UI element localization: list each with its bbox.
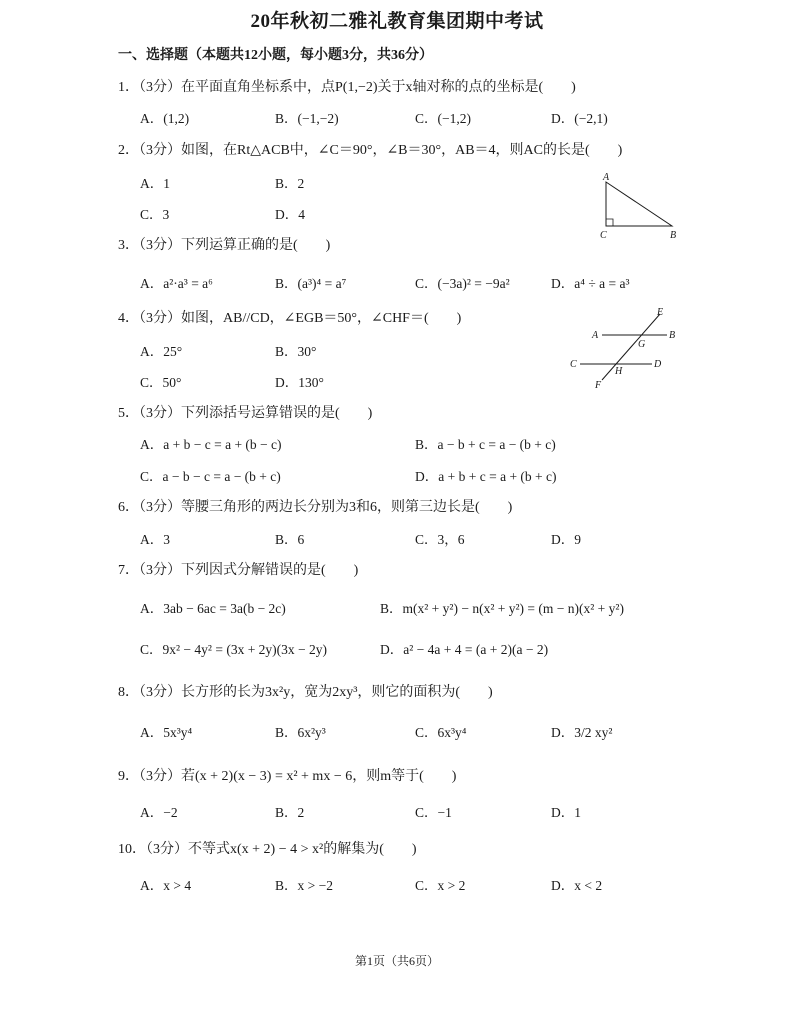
question-3-stem: 3．（3分）下列运算正确的是( ) — [118, 238, 331, 253]
q9-option-c[interactable]: C．−1 — [415, 805, 452, 820]
q7-option-b[interactable]: B．m(x² + y²) − n(x² + y²) = (m − n)(x² + y²) — [380, 601, 624, 616]
q7-option-a[interactable]: A．3ab − 6ac = 3a(b − 2c) — [140, 601, 286, 616]
question-1-stem: 1．（3分）在平面直角坐标系中，点P(1,−2)关于x轴对称的点的坐标是( ) — [118, 80, 576, 95]
q2-option-c[interactable]: C．3 — [140, 207, 170, 222]
q5-option-d[interactable]: D．a + b + c = a + (b + c) — [415, 469, 557, 484]
q10-option-d[interactable]: D．x < 2 — [551, 878, 603, 893]
triangle-shape — [606, 182, 672, 226]
q2-option-d[interactable]: D．4 — [275, 207, 305, 222]
q2-option-a[interactable]: A．1 — [140, 176, 170, 191]
triangle-label-b: B — [670, 230, 677, 241]
q10-option-a[interactable]: A．x > 4 — [140, 878, 192, 893]
q6-option-b[interactable]: B．6 — [275, 532, 305, 547]
q8-option-a[interactable]: A．5x³y⁴ — [140, 725, 193, 740]
triangle-label-c: C — [600, 230, 607, 241]
question-7-stem: 7．（3分）下列因式分解错误的是( ) — [118, 563, 359, 578]
page-footer: 第1页（共6页） — [354, 954, 439, 968]
question-2-stem: 2．（3分）如图，在Rt△ACB中，∠C＝90°，∠B＝30°，AB＝4，则AC的长是( ) — [118, 143, 623, 158]
q6-option-c[interactable]: C．3，6 — [415, 532, 465, 547]
q3-option-a[interactable]: A．a²·a³ = a⁶ — [140, 276, 213, 291]
q7-option-c[interactable]: C．9x² − 4y² = (3x + 2y)(3x − 2y) — [140, 642, 328, 657]
line-label-h: H — [615, 366, 623, 377]
question-5-stem: 5．（3分）下列添括号运算错误的是( ) — [118, 406, 373, 421]
question-4-stem: 4．（3分）如图，AB//CD，∠EGB＝50°，∠CHF＝( ) — [118, 311, 462, 326]
q1-option-c[interactable]: C．(−1,2) — [415, 111, 471, 126]
line-label-g: G — [638, 339, 646, 350]
line-label-a: A — [592, 330, 599, 341]
q5-option-b[interactable]: B．a − b + c = a − (b + c) — [415, 437, 556, 452]
q3-option-b[interactable]: B．(a³)⁴ = a⁷ — [275, 276, 347, 291]
line-label-e: E — [657, 307, 664, 318]
transversal-ef — [602, 314, 660, 380]
q6-option-d[interactable]: D．9 — [551, 532, 581, 547]
parallel-lines-figure — [562, 302, 692, 392]
q3-option-c[interactable]: C．(−3a)² = −9a² — [415, 276, 510, 291]
triangle-label-a: A — [603, 172, 610, 183]
q5-option-c[interactable]: C．a − b − c = a − (b + c) — [140, 469, 281, 484]
q1-option-a[interactable]: A．(1,2) — [140, 111, 190, 126]
q2-option-b[interactable]: B．2 — [275, 176, 305, 191]
exam-title: 20年秋初二雅礼教育集团期中考试 — [250, 11, 544, 32]
line-label-b: B — [669, 330, 676, 341]
q10-option-b[interactable]: B．x > −2 — [275, 878, 333, 893]
right-angle-mark — [606, 219, 613, 226]
q5-option-a[interactable]: A．a + b − c = a + (b − c) — [140, 437, 282, 452]
q4-option-c[interactable]: C．50° — [140, 375, 182, 390]
question-6-stem: 6．（3分）等腰三角形的两边长分别为3和6，则第三边长是( ) — [118, 500, 513, 515]
q1-option-d[interactable]: D．(−2,1) — [551, 111, 608, 126]
q1-option-b[interactable]: B．(−1,−2) — [275, 111, 339, 126]
q4-option-b[interactable]: B．30° — [275, 344, 317, 359]
q8-option-d[interactable]: D．3/2 xy² — [551, 725, 613, 740]
triangle-figure — [590, 170, 690, 242]
q8-option-c[interactable]: C．6x³y⁴ — [415, 725, 467, 740]
line-label-d: D — [654, 359, 662, 370]
q3-option-d[interactable]: D．a⁴ ÷ a = a³ — [551, 276, 630, 291]
line-label-f: F — [595, 380, 602, 391]
q4-option-a[interactable]: A．25° — [140, 344, 183, 359]
q7-option-d[interactable]: D．a² − 4a + 4 = (a + 2)(a − 2) — [380, 642, 549, 657]
q9-option-b[interactable]: B．2 — [275, 805, 305, 820]
q8-option-b[interactable]: B．6x²y³ — [275, 725, 326, 740]
q10-option-c[interactable]: C．x > 2 — [415, 878, 466, 893]
q6-option-a[interactable]: A．3 — [140, 532, 170, 547]
q4-option-d[interactable]: D．130° — [275, 375, 324, 390]
q9-option-a[interactable]: A．−2 — [140, 805, 178, 820]
question-9-stem: 9．（3分）若(x + 2)(x − 3) = x² + mx − 6，则m等于( ) — [118, 769, 457, 784]
q9-option-d[interactable]: D．1 — [551, 805, 581, 820]
line-label-c: C — [570, 359, 577, 370]
section-heading: 一、选择题（本题共12小题，每小题3分，共36分） — [118, 48, 433, 63]
question-8-stem: 8．（3分）长方形的长为3x²y，宽为2xy³，则它的面积为( ) — [118, 685, 493, 700]
question-10-stem: 10．（3分）不等式x(x + 2) − 4 > x²的解集为( ) — [118, 842, 417, 857]
